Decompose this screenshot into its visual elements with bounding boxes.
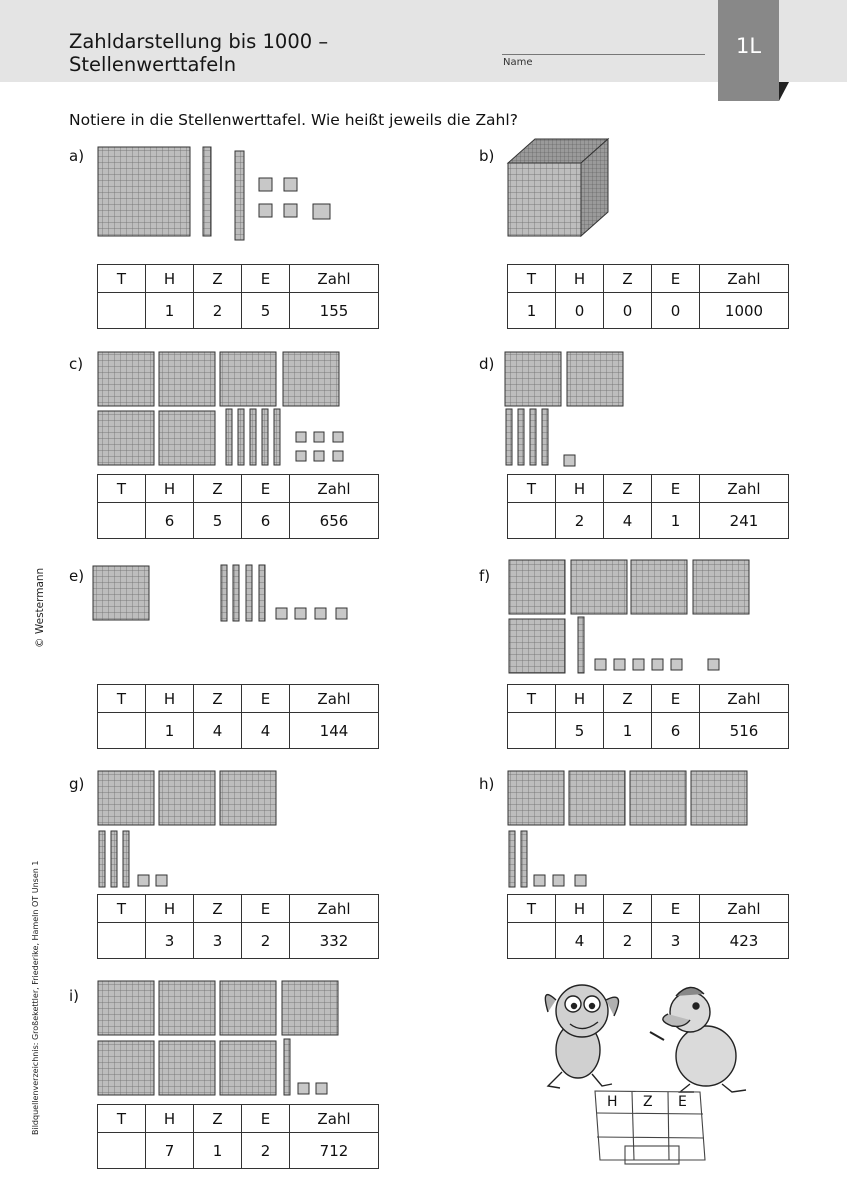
cell-t[interactable] <box>508 923 556 959</box>
sketch-header-h: H <box>607 1094 618 1110</box>
col-header-h: H <box>146 1105 194 1133</box>
cell-zahl[interactable]: 332 <box>290 923 379 959</box>
col-header-z: Z <box>604 895 652 923</box>
cell-z[interactable]: 4 <box>604 503 652 539</box>
cell-z[interactable]: 1 <box>604 713 652 749</box>
exercise-f-blocks <box>509 560 749 673</box>
col-header-h: H <box>146 475 194 503</box>
exercise-c-label: c) <box>69 355 84 373</box>
cell-e[interactable]: 6 <box>652 713 700 749</box>
exercise-g-label: g) <box>69 775 85 793</box>
col-header-zahl: Zahl <box>290 895 379 923</box>
cell-zahl[interactable]: 656 <box>290 503 379 539</box>
col-header-t: T <box>98 685 146 713</box>
col-header-e: E <box>242 265 290 293</box>
cell-z[interactable]: 3 <box>194 923 242 959</box>
place-value-table-d <box>507 474 789 539</box>
exercise-e-label: e) <box>69 567 85 585</box>
place-value-table-c <box>97 474 379 539</box>
col-header-z: Z <box>604 265 652 293</box>
cell-e[interactable]: 0 <box>652 293 700 329</box>
place-value-table-g <box>97 894 379 959</box>
cell-e[interactable]: 5 <box>242 293 290 329</box>
col-header-zahl: Zahl <box>290 1105 379 1133</box>
cell-t[interactable] <box>98 923 146 959</box>
col-header-zahl: Zahl <box>700 685 789 713</box>
col-header-zahl: Zahl <box>700 265 789 293</box>
sketch-header-z: Z <box>643 1094 653 1110</box>
cell-t[interactable] <box>98 293 146 329</box>
col-header-h: H <box>146 685 194 713</box>
image-credits: Bildquellenverzeichnis: Großekettler, Friederike, Hameln OT Unsen 1 <box>31 860 40 1135</box>
col-header-zahl: Zahl <box>700 895 789 923</box>
col-header-z: Z <box>194 475 242 503</box>
cell-h[interactable]: 1 <box>146 293 194 329</box>
cell-h[interactable]: 6 <box>146 503 194 539</box>
cell-h[interactable]: 3 <box>146 923 194 959</box>
cell-z[interactable]: 0 <box>604 293 652 329</box>
col-header-z: Z <box>604 475 652 503</box>
place-value-table-e <box>97 684 379 749</box>
exercise-d-label: d) <box>479 355 495 373</box>
col-header-e: E <box>652 475 700 503</box>
col-header-t: T <box>508 475 556 503</box>
cell-e[interactable]: 2 <box>242 923 290 959</box>
col-header-z: Z <box>194 265 242 293</box>
name-label: Name <box>503 57 533 68</box>
col-header-h: H <box>146 895 194 923</box>
cell-h[interactable]: 5 <box>556 713 604 749</box>
place-value-table-f <box>507 684 789 749</box>
exercise-i-blocks <box>98 981 338 1095</box>
cell-h[interactable]: 7 <box>146 1133 194 1169</box>
col-header-z: Z <box>194 895 242 923</box>
cell-e[interactable]: 6 <box>242 503 290 539</box>
cell-t[interactable]: 1 <box>508 293 556 329</box>
col-header-t: T <box>98 1105 146 1133</box>
col-header-h: H <box>146 265 194 293</box>
cell-zahl[interactable]: 516 <box>700 713 789 749</box>
cell-z[interactable]: 1 <box>194 1133 242 1169</box>
col-header-t: T <box>98 265 146 293</box>
cell-zahl[interactable]: 155 <box>290 293 379 329</box>
col-header-h: H <box>556 265 604 293</box>
col-header-zahl: Zahl <box>700 475 789 503</box>
cell-zahl[interactable]: 241 <box>700 503 789 539</box>
col-header-e: E <box>652 685 700 713</box>
page-tab-label: 1L <box>735 34 762 58</box>
page-title: Zahldarstellung bis 1000 – Stellenwerttafeln <box>69 30 329 76</box>
cell-e[interactable]: 1 <box>652 503 700 539</box>
col-header-t: T <box>98 475 146 503</box>
place-value-table-b <box>507 264 789 329</box>
col-header-e: E <box>242 895 290 923</box>
cell-z[interactable]: 2 <box>604 923 652 959</box>
place-value-table-i <box>97 1104 379 1169</box>
col-header-t: T <box>98 895 146 923</box>
col-header-t: T <box>508 265 556 293</box>
exercise-b-label: b) <box>479 147 495 165</box>
copyright-note: © Westermann <box>34 567 46 648</box>
col-header-e: E <box>242 1105 290 1133</box>
exercise-e-blocks <box>93 565 347 621</box>
cell-t[interactable] <box>508 713 556 749</box>
col-header-zahl: Zahl <box>290 475 379 503</box>
col-header-t: T <box>508 685 556 713</box>
col-header-zahl: Zahl <box>290 265 379 293</box>
exercise-b-blocks <box>508 139 608 236</box>
cell-h[interactable]: 1 <box>146 713 194 749</box>
cell-t[interactable] <box>98 713 146 749</box>
exercise-a-blocks <box>98 147 330 240</box>
characters-illustration <box>545 985 746 1164</box>
col-header-h: H <box>556 685 604 713</box>
cell-z[interactable]: 2 <box>194 293 242 329</box>
cell-e[interactable]: 4 <box>242 713 290 749</box>
cell-e[interactable]: 3 <box>652 923 700 959</box>
place-value-table-a <box>97 264 379 329</box>
col-header-z: Z <box>604 685 652 713</box>
cell-zahl[interactable]: 1000 <box>700 293 789 329</box>
cell-h[interactable]: 4 <box>556 923 604 959</box>
cell-e[interactable]: 2 <box>242 1133 290 1169</box>
col-header-h: H <box>556 895 604 923</box>
exercise-i-label: i) <box>69 987 80 1005</box>
col-header-e: E <box>652 265 700 293</box>
exercise-f-label: f) <box>479 567 491 585</box>
exercise-a-label: a) <box>69 147 85 165</box>
cell-h[interactable]: 2 <box>556 503 604 539</box>
instruction: Notiere in die Stellenwerttafel. Wie heißt jeweils die Zahl? <box>69 111 518 129</box>
col-header-t: T <box>508 895 556 923</box>
col-header-z: Z <box>194 1105 242 1133</box>
cell-zahl[interactable]: 712 <box>290 1133 379 1169</box>
cell-t[interactable] <box>508 503 556 539</box>
cell-h[interactable]: 0 <box>556 293 604 329</box>
place-value-table-h <box>507 894 789 959</box>
exercise-h-blocks <box>508 771 747 887</box>
sketch-header-e: E <box>678 1094 687 1110</box>
col-header-e: E <box>242 475 290 503</box>
col-header-z: Z <box>194 685 242 713</box>
col-header-zahl: Zahl <box>290 685 379 713</box>
cell-zahl[interactable]: 144 <box>290 713 379 749</box>
col-header-h: H <box>556 475 604 503</box>
exercise-g-blocks <box>98 771 276 887</box>
cell-t[interactable] <box>98 1133 146 1169</box>
cell-t[interactable] <box>98 503 146 539</box>
col-header-e: E <box>652 895 700 923</box>
cell-zahl[interactable]: 423 <box>700 923 789 959</box>
exercise-d-blocks <box>505 352 623 466</box>
col-header-e: E <box>242 685 290 713</box>
exercise-h-label: h) <box>479 775 495 793</box>
exercise-c-blocks <box>98 352 343 465</box>
cell-z[interactable]: 5 <box>194 503 242 539</box>
cell-z[interactable]: 4 <box>194 713 242 749</box>
